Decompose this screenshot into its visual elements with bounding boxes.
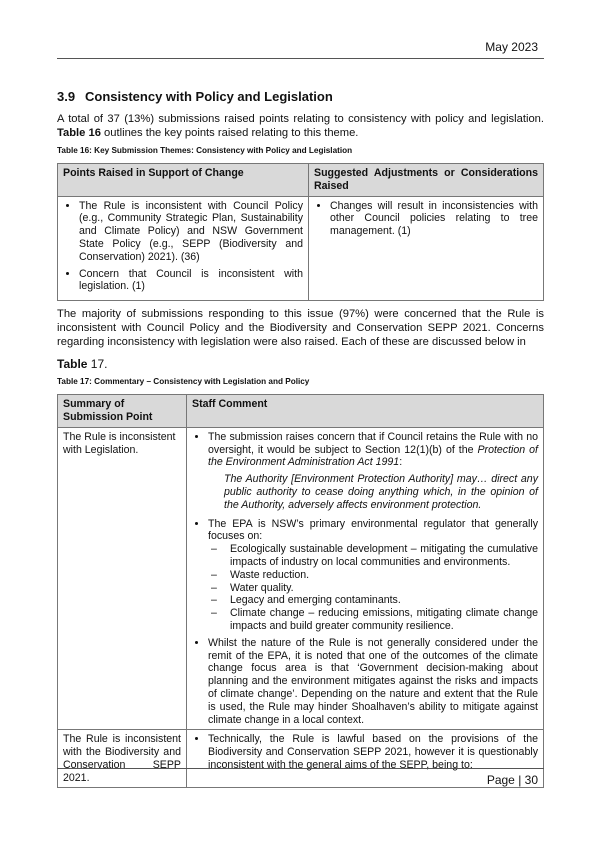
table17-reference-line xyxy=(57,357,544,371)
intro-paragraph xyxy=(57,112,544,140)
focus-item: – Climate change – reducing emissions, mitigating climate change impacts and build greater community resilience. xyxy=(230,607,538,633)
legislation-quote: The Authority [Environment Protection Authority] may… direct any public authority to cease doing anything which, in the opinion of the Authority, adversely affects environment protection. xyxy=(224,473,538,511)
act-name: Protection of the Environment Administration Act 1991 xyxy=(208,443,538,469)
section-number: 3.9 xyxy=(57,89,76,104)
page-number: Page | 30 xyxy=(486,773,538,787)
epa-focus-list xyxy=(208,543,538,633)
header-date: May 2023 xyxy=(485,40,538,54)
table16-header-support: Points Raised in Support of Change xyxy=(58,164,309,197)
focus-item: – Legacy and emerging contaminants. xyxy=(230,594,538,607)
table16-row xyxy=(58,196,544,301)
comment-point: • Technically, the Rule is lawful based on the provisions of the Biodiversity and Conservation SEPP 2021, however it is questionably inconsistent with the general aims of the SEPP, being to: xyxy=(208,733,538,771)
support-point: • Concern that Council is inconsistent with legislation. (1) xyxy=(79,268,303,294)
table17-comment-cell xyxy=(187,427,544,730)
middle-paragraph: The majority of submissions responding to this issue (97%) were concerned that the Rule is inconsistent with Council Policy and the Biodiversity and Conservation SEPP 2021. Concerns regarding inconsistency with legislation were also raised. Each of these are discussed below in xyxy=(57,308,544,349)
table16-header-adjustments: Suggested Adjustments or Considerations Raised xyxy=(309,164,544,197)
comment-text: The EPA is NSW’s primary environmental regulator that generally focuses on: xyxy=(208,517,538,543)
table17-row xyxy=(58,730,544,788)
support-point: • The Rule is inconsistent with Council Policy (e.g., Community Strategic Plan, Sustainability and Climate Policy) and NSW Government State Policy (e.g., SEPP (Biodiversity and Conservation) 2021). (36) xyxy=(79,200,303,264)
table16-support-cell xyxy=(58,196,309,301)
adjustment-point: • Changes will result in inconsistencies with other Council policies relating to tree management. (1) xyxy=(330,200,538,238)
table17-summary-cell: The Rule is inconsistent with Legislation. xyxy=(58,427,187,730)
page-content xyxy=(57,89,544,788)
focus-item: – Water quality. xyxy=(230,582,538,595)
comment-point xyxy=(208,518,538,633)
focus-item: – Ecologically sustainable development – mitigating the cumulative impacts of industry on local communities and environments. xyxy=(230,543,538,569)
table16 xyxy=(57,163,544,301)
table16-caption: Table 16: Key Submission Themes: Consistency with Policy and Legislation xyxy=(57,146,353,155)
table17-header-comment: Staff Comment xyxy=(187,395,544,428)
header-divider xyxy=(57,58,544,59)
table16-header-row xyxy=(58,164,544,197)
table17-header-summary: Summary of Submission Point xyxy=(58,395,187,428)
table17-header-row xyxy=(58,395,544,428)
comment-point: • Whilst the nature of the Rule is not generally considered under the remit of the EPA, it is noted that one of the outcomes of the climate change focus area is that ‘Government decision-making about planning and the environment mitigates against the risks and impacts of climate change’. Depending on the nature and extent that the Rule is used, the Rule may hinder Shoalhaven’s ability to mitigate against climate change in a local context. xyxy=(208,637,538,727)
section-heading xyxy=(57,89,544,104)
table17-row xyxy=(58,427,544,730)
focus-item: – Waste reduction. xyxy=(230,569,538,582)
section-title: Consistency with Policy and Legislation xyxy=(85,89,333,104)
table17-summary-cell: The Rule is inconsistent with the Biodiversity and Conservation SEPP 2021. xyxy=(58,730,187,788)
table17 xyxy=(57,394,544,788)
table16-reference: Table 16 xyxy=(57,127,101,139)
comment-text-end: : xyxy=(399,456,403,469)
footer-divider xyxy=(57,768,544,769)
intro-text: A total of 37 (13%) submissions raised points relating to consistency with policy and legislation. xyxy=(57,113,544,125)
intro-rest: outlines the key points raised relating to this theme. xyxy=(100,127,359,139)
comment-text: The submission raises concern that if Council retains the Rule with no oversight, it would be subject to Section 12(1)(b) of the xyxy=(208,430,538,456)
table16-adjustments-cell xyxy=(309,196,544,301)
table17-caption: Table 17: Commentary – Consistency with Legislation and Policy xyxy=(57,377,310,387)
table17-reference-number: 17. xyxy=(87,357,108,372)
comment-point xyxy=(208,431,538,512)
table17-reference: Table xyxy=(57,357,88,372)
